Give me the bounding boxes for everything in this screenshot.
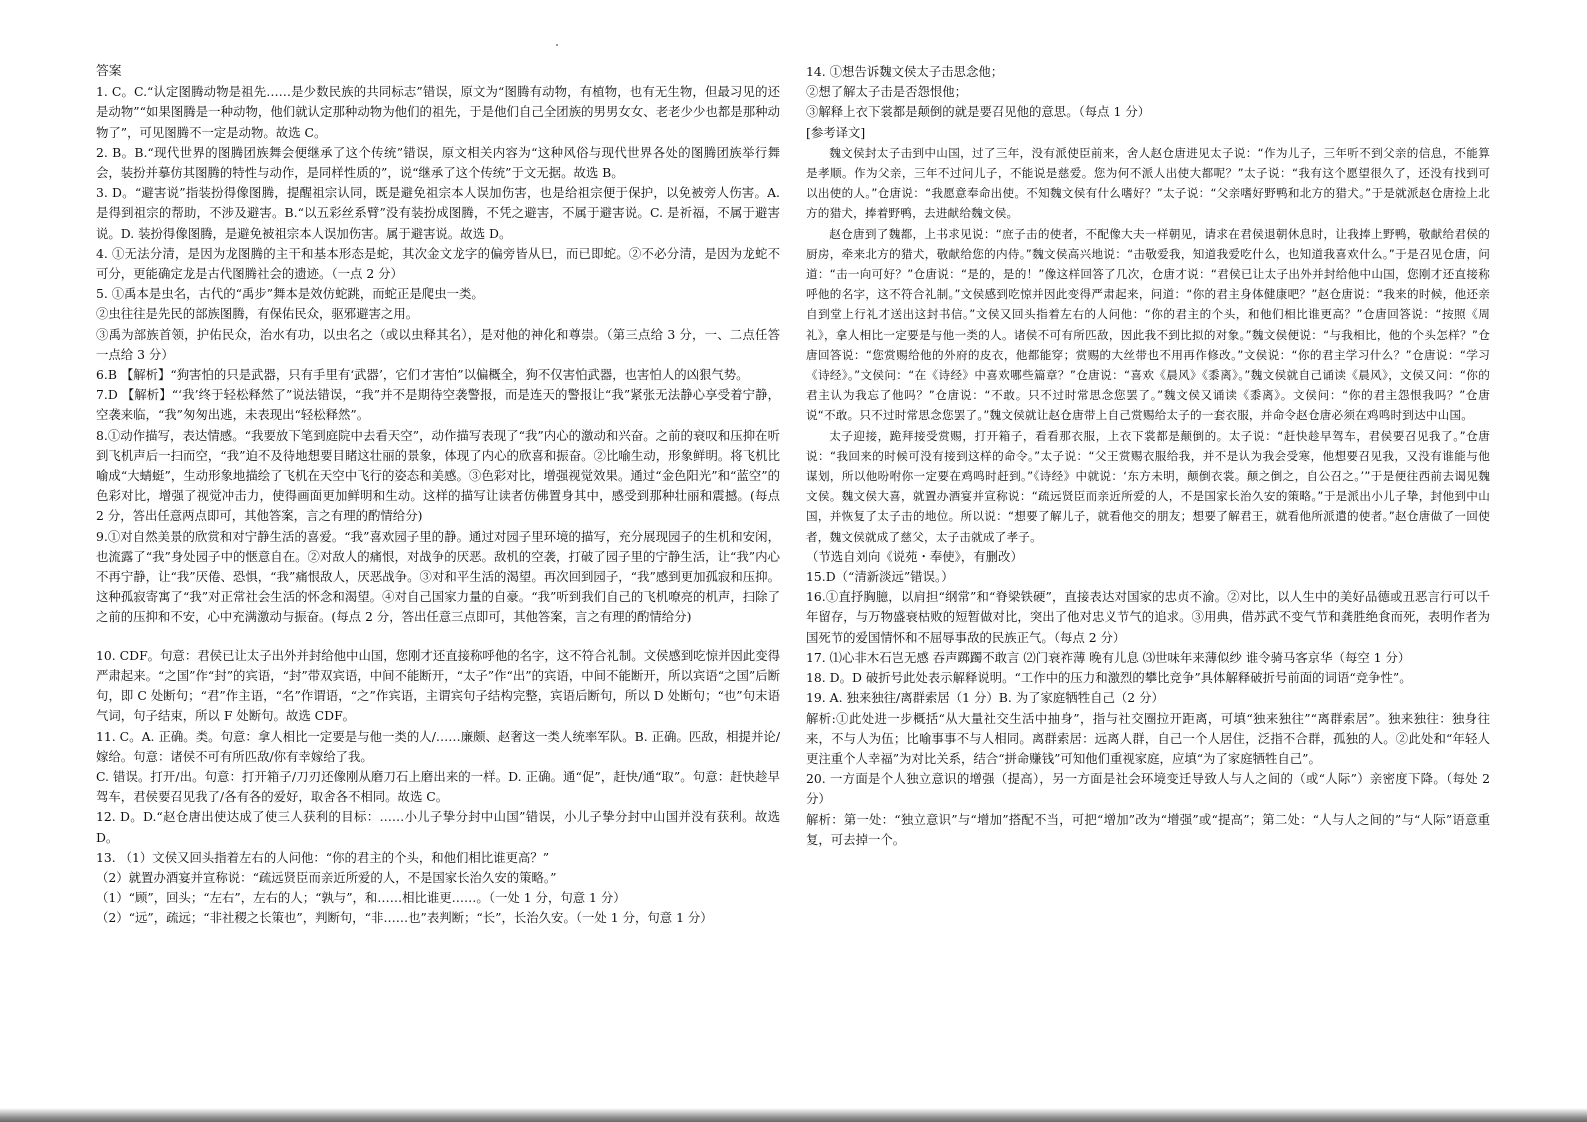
- left-paragraph: 答案: [96, 64, 122, 79]
- right-paragraph: 15.D（“清新淡远”错误。）: [806, 569, 954, 585]
- right-paragraph: 解析:①此处进一步概括“从大量社交生活中抽身”，指与社交圈拉开距离，可填“独来独往”“离群索居”。独来独往：独身往来，不与人为伍；比喻事事不与人相同。离群索居：远离人群，自己一个人居住，泛指不合群，孤独的人。②此处和“年轻人更注重个人幸福”为对比关系，结合“拼命赚钱”可知他们重视家庭，应填“为了家庭牺牲自己”。: [806, 710, 1490, 766]
- right-paragraph: [参考译文]: [806, 124, 866, 140]
- right-paragraph: 太子迎接，跪拜接受赏赐，打开箱子，看看那衣服，上衣下裳都是颠倒的。太子说：“赶快趁早驾车，君侯要召见我了。”仓唐说：“我回来的时候可没有接到这样的命令。”太子说：“父王赏赐衣服给我，并不是认为我会受寒，他想要召见我，又没有谁能与他谋划，所以他吩咐你一定要在鸡鸣时赶到。”《诗经》中就说：‘东方未明，颠倒衣裳。颠之倒之，自公召之。’”于是便往西前去谒见魏文侯。魏文侯大喜，就置办酒宴并宣称说：“疏远贤臣而亲近所爱的人，不是国家长治久安的策略。”于是派出小儿子挚，封他到中山国，并恢复了太子击的地位。所以说：“想要了解儿子，就看他交的朋友；想要了解君王，就看他所派遣的使者。”赵仓唐做了一回使者，魏文侯就成了慈父，太子击就成了孝子。: [806, 428, 1490, 544]
- right-column: [806, 62, 1490, 850]
- left-paragraph: C. 错误。打开/出。句意：打开箱子/刀刃还像刚从磨刀石上磨出来的一样。D. 正确。通“促”，赶快/通“取”。句意：赶快趁早驾车，君侯要召见我了/各有各的爱好，取舍各不相同。故选 C。: [96, 768, 780, 805]
- left-paragraph: 1. C。C.“认定图腾动物是祖先……是少数民族的共同标志”错误，原文为“图腾有动物，有植物，也有无生物，但最习见的还是动物”“如果图腾是一种动物，他们就认定那种动物为他们的祖先，于是他们自己全团族的男男女女、老老少少也都是那种动物了”，可见图腾不一定是动物。故选 C。: [96, 84, 780, 140]
- right-paragraph: 14. ①想告诉魏文侯太子击思念他；: [806, 64, 1004, 79]
- left-column: [96, 62, 780, 929]
- left-paragraph: （2）“远”，疏远；“非社稷之长策也”，判断句，“非……也”表判断；“长”，长治久安。（一处 1 分，句意 1 分）: [96, 910, 713, 926]
- left-paragraph: 3. D。“避害说”指装扮得像图腾，提醒祖宗认同，既是避免祖宗本人误加伤害，也是给祖宗便于保护，以免被旁人伤害。A. 是得到祖宗的帮助，不涉及避害。B.“以五彩丝系臂”没有装扮成图腾，不凭之避害，不属于避害说。C. 是祈福，不属于避害说。D. 装扮得像图腾，是避免被祖宗本人误加伤害。属于避害说。故选 D。: [96, 185, 780, 241]
- right-paragraph: 16.①直抒胸臆，以肩担“纲常”和“脊梁铁硬”，直接表达对国家的忠贞不渝。②对比，以人生中的美好品德或丑恶言行可以千年留存，与万物盛衰枯败的短暂做对比，突出了他对忠义节气的追求。③用典，借苏武不变气节和龚胜绝食而死，表明作者为国死节的爱国情怀和不屈辱事敌的民族正气。（每点 2 分）: [806, 589, 1490, 645]
- right-paragraph: 解析：第一处：“独立意识”与“增加”搭配不当，可把“增加”改为“增强”或“提高”；第二处：“人与人之间的”与“人际”语意重复，可去掉一个。: [806, 811, 1490, 847]
- right-paragraph: ②想了解太子击是否怨恨他；: [806, 84, 968, 100]
- left-paragraph: ②虫往往是先民的部族图腾，有保佑民众，驱邪避害之用。: [96, 306, 419, 322]
- left-paragraph: 13. （1）文侯又回头指着左右的人问他：“你的君主的个头，和他们相比谁更高？”: [96, 849, 550, 865]
- left-paragraph: 7.D 【解析】“‘我’终于轻松释然了”说法错误，“我”并不是期待空袭警报，而是连天的警报让“我”紧张无法静心享受着宁静，空袭来临，“我”匆匆出逃，未表现出“轻松释然”。: [96, 387, 780, 423]
- right-paragraph: 20. 一方面是个人独立意识的增强（提高），另一方面是社会环境变迁导致人与人之间的（或“人际”）亲密度下降。（每处 2 分）: [806, 771, 1490, 807]
- left-paragraph: 5. ①禹本是虫名，古代的“禹步”舞本是效仿蛇跳，而蛇正是爬虫一类。: [96, 286, 484, 302]
- left-paragraph: （1）“顾”，回头；“左右”，左右的人；“孰与”，和……相比谁更……。（一处 1 分，句意 1 分）: [96, 890, 626, 906]
- scan-bottom-edge: [0, 1108, 1587, 1122]
- left-paragraph: 12. D。D.“赵仓唐出使达成了使三人获利的目标：……小儿子挚分封中山国”错误，小儿子挚分封中山国并没有获利。故选 D。: [96, 809, 780, 845]
- right-paragraph: 魏文侯封太子击到中山国，过了三年，没有派使臣前来，舍人赵仓唐进见太子说：“作为儿子，三年听不到父亲的信息，不能算是孝顺。作为父亲，三年不过问儿子，不能说是慈爱。您为何不派人出使大都呢？”太子说：“我有这个愿望很久了，还没有找到可以出使的人。”仓唐说：“我愿意奉命出使。不知魏文侯有什么嗜好？”太子说：“父亲嗜好野鸭和北方的猎犬。”于是就派赵仓唐捡上北方的猎犬，捧着野鸭，去进献给魏文侯。: [806, 145, 1490, 221]
- right-paragraph: （节选自刘向《说苑・奉使》，有删改）: [806, 548, 1023, 564]
- left-paragraph: 11. C。A. 正确。类。句意：拿人相比一定要是与他一类的人/……廉颇、赵奢这一类人统率军队。B. 正确。匹敌，相提并论/嫁给。句意：诸侯不可有所匹敌/你有幸嫁给了我。: [96, 728, 780, 764]
- right-paragraph: 18. D。D 破折号此处表示解释说明。“工作中的压力和激烈的攀比竞争”具体解释破折号前面的词语“竞争性”。: [806, 670, 1412, 686]
- right-paragraph: 赵仓唐到了魏都，上书求见说：“庶子击的使者，不配像大夫一样朝见，请求在君侯退朝休息时，让我捧上野鸭，敬献给君侯的厨房，牵来北方的猎犬，敬献给您的内侍。”魏文侯高兴地说：“击敬爱我，知道我爱吃什么，也知道我喜欢什么。”于是召见仓唐，问道：“击一向可好？”仓唐说：“是的，是的！”像这样回答了几次，仓唐才说：“君侯已让太子出外并封给他中山国，您刚才还直接称呼他的名字，这不符合礼制。”文侯感到吃惊并因此变得严肃起来，问道：“你的君主身体健康吧？”赵仓唐说：“我来的时候，他还亲自到堂上行礼才送出这封书信。”文侯又回头指着左右的人问他：“你的君主的个头，和他们相比谁更高？”仓唐回答说：“按照《周礼》，拿人相比一定要是与他一类的人。诸侯不可有所匹敌，因此我不到比拟的对象。”魏文侯便说：“与我相比，他的个头怎样？”仓唐回答说：“您赏赐给他的外府的皮衣，他都能穿；赏赐的大丝带也不用再作修改。”文侯说：“你的君主学习什么？”仓唐说：“学习《诗经》。”文侯问：“在《诗经》中喜欢哪些篇章？”仓唐说：“喜欢《晨风》《黍离》。”魏文侯就自己诵读《晨风》，文侯又问：“你的君主认为我忘了他吗？”仓唐说：“不敢。只不过时常思念您罢了。”魏文侯又诵读《黍离》。文侯问：“你的君主怨恨我吗？”仓唐说“不敢。只不过时常思念您罢了。”魏文侯就让赵仓唐带上自己赏赐给太子的一套衣服，并命令赵仓唐必须在鸡鸣时到达中山国。: [806, 226, 1490, 423]
- left-paragraph: 9.①对自然美景的欣赏和对宁静生活的喜爱。“我”喜欢园子里的静。通过对园子里环境的描写，充分展现园子的生机和安闲，也流露了“我”身处园子中的惬意自在。②对敌人的痛恨，对战争的厌恶。敌机的空袭，打破了园子里的宁静生活，让“我”内心不再宁静，让“我”厌倦、恐惧，“我”痛恨敌人，厌恶战争。③对和平生活的渴望。再次回到园子，“我”感到更加孤寂和压抑。这种孤寂寄寓了“我”对正常社会生活的怀念和渴望。④对自己国家力量的自豪。“我”听到我们自己的飞机嘹亮的机声，扫除了之前的压抑和不安，心中充满激动与振奋。(每点 2 分，答出任意三点即可，其他答案，言之有理的酌情给分): [96, 528, 780, 625]
- left-paragraph: ③禹为部族首领，护佑民众，治水有功，以虫名之（或以虫释其名），是对他的神化和尊崇。（第三点给 3 分，一、二点任答一点给 3 分）: [96, 326, 780, 362]
- scan-speck: [556, 44, 558, 46]
- right-paragraph: 19. A. 独来独往/离群索居（1 分）B. 为了家庭牺牲自己（2 分）: [806, 690, 1164, 706]
- left-paragraph: 4. ①无法分清，是因为龙图腾的主干和基本形态是蛇，其次金文龙字的偏旁皆从巳，而已即蛇。②不必分清，是因为龙蛇不可分，更能确定龙是古代图腾社会的遗迹。（一点 2 分）: [96, 245, 780, 282]
- right-paragraph: 17. ⑴心非木石岂无感 吞声踯躅不敢言 ⑵门衰祚薄 晚有儿息 ⑶世味年来薄似纱 谁令骑马客京华（每空 1 分）: [806, 649, 1411, 665]
- left-paragraph: 2. B。B.“现代世界的图腾团族舞会便继承了这个传统”错误，原文相关内容为“这种风俗与现代世界各处的图腾团族举行舞会，装扮并摹仿其图腾的特性与动作，是同样性质的”，说“继承了这个传统”于文无据。故选 B。: [96, 144, 780, 181]
- left-paragraph: 8.①动作描写，表达情感。“我要放下笔到庭院中去看天空”，动作描写表现了“我”内心的激动和兴奋。之前的衰叹和压抑在听到飞机声后一扫而空，“我”迫不及待地想要目睹这壮丽的景象，体现了内心的欣喜和振奋。②比喻生动，形象鲜明。将飞机比喻成“大蜻蜓”，生动形象地描绘了飞机在天空中飞行的姿态和美感。③色彩对比，增强视觉效果。通过“金色阳光”和“蓝空”的色彩对比，增强了视觉冲击力，使得画面更加鲜明和生动。这样的描写让读者仿佛置身其中，感受到那种壮丽和震撼。(每点 2 分，答出任意两点即可，其他答案，言之有理的酌情给分): [96, 427, 780, 524]
- left-paragraph: 10. CDF。句意：君侯已让太子出外并封给他中山国，您刚才还直接称呼他的名字，这不符合礼制。文侯感到吃惊并因此变得严肃起来。“之国”作“封”的宾语，“封”带双宾语，中间不能断开，“太子”作“出”的宾语，中间不能断开，所以宾语“之国”后断句，即 C 处断句；“君”作主语，“名”作谓语，“之”作宾语，主谓宾句子结构完整，宾语后断句，所以 D 处断句；“也”句末语气词，句子结束，所以 F 处断句。故选 CDF。: [96, 647, 780, 724]
- left-paragraph: （2）就置办酒宴并宣称说：“疏远贤臣而亲近所爱的人，不是国家长治久安的策略。”: [96, 869, 557, 885]
- left-paragraph: 6.B 【解析】“狗害怕的只是武器，只有手里有‘武器’，它们才害怕”以偏概全，狗不仅害怕武器，也害怕人的凶狠气势。: [96, 367, 749, 383]
- right-paragraph: ③解释上衣下裳都是颠倒的就是要召见他的意思。（每点 1 分）: [806, 104, 1151, 120]
